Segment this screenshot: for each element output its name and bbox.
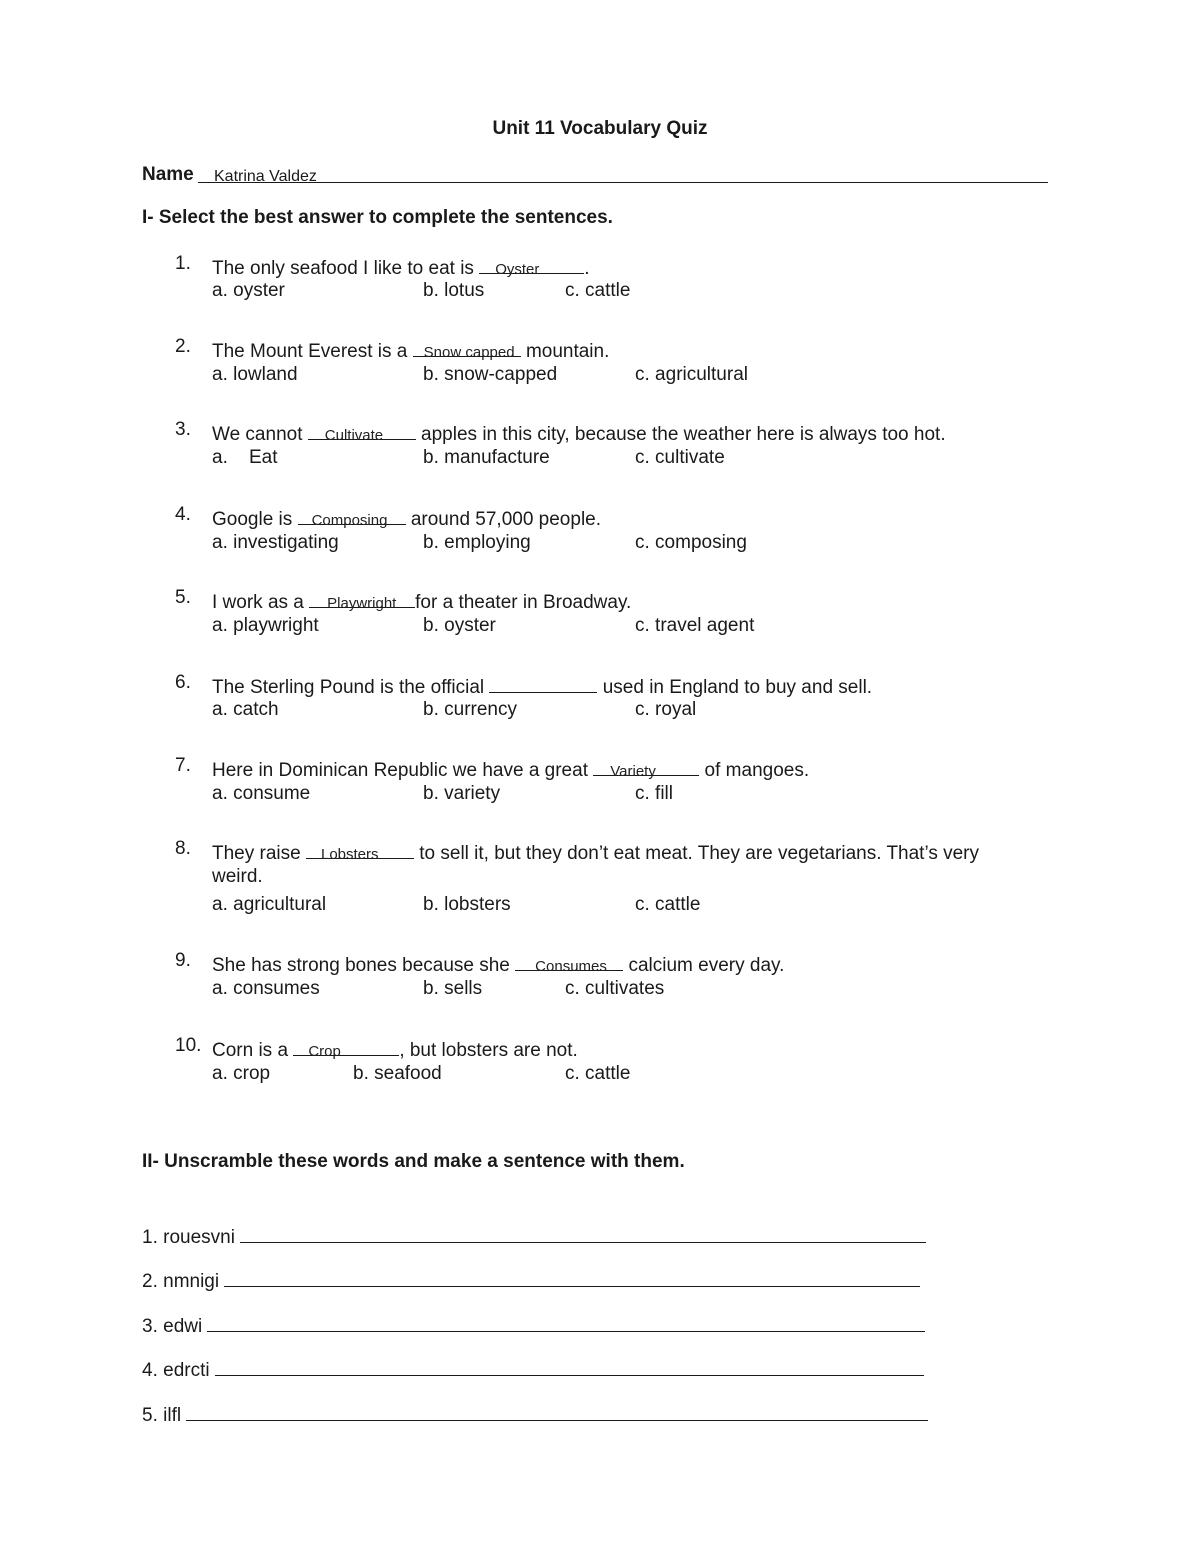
unscramble-answer-line[interactable]	[215, 1356, 924, 1376]
unscramble-item-5	[142, 1401, 928, 1425]
answer-blank[interactable]	[593, 756, 699, 780]
q10-option-a: a. crop	[212, 1063, 271, 1084]
q5-option-a: a. playwright	[212, 615, 319, 636]
answer-text: Lobsters	[320, 846, 379, 863]
question-after: calcium every day.	[628, 955, 785, 976]
answer-blank[interactable]	[308, 420, 416, 444]
unscramble-item-3	[142, 1312, 925, 1336]
q1-option-c: c. cattle	[565, 280, 631, 301]
q7-option-b: b. variety	[423, 783, 501, 804]
q5-option-c: c. travel agent	[635, 615, 755, 636]
question-before: We cannot	[212, 424, 303, 445]
question-after: .	[584, 258, 590, 279]
q1-option-a: a. oyster	[212, 280, 285, 301]
unscramble-answer-line[interactable]	[224, 1267, 920, 1287]
question-8-text	[212, 839, 979, 863]
q3-option-c: c. cultivate	[635, 447, 725, 468]
q6-option-a: a. catch	[212, 699, 279, 720]
question-10-number: 10.	[175, 1035, 202, 1056]
unscramble-answer-line[interactable]	[207, 1312, 925, 1332]
answer-text: Snow capped	[423, 344, 515, 361]
question-9-text	[212, 951, 784, 975]
q4-option-b: b. employing	[423, 532, 531, 553]
unscramble-label: 3. edwi	[142, 1316, 203, 1337]
question-7-text	[212, 756, 809, 780]
question-after: apples in this city, because the weather here is always too hot.	[421, 424, 946, 445]
q10-option-c: c. cattle	[565, 1063, 631, 1084]
q5-option-b: b. oyster	[423, 615, 496, 636]
question-after: mountain.	[525, 341, 610, 362]
q3-option-a: a. Eat	[212, 447, 278, 468]
question-4-text	[212, 505, 601, 529]
q8-option-b: b. lobsters	[423, 894, 511, 915]
answer-blank[interactable]	[413, 337, 521, 361]
answer-text: Oyster	[495, 261, 540, 278]
unscramble-item-2	[142, 1267, 920, 1291]
q4-option-c: c. composing	[635, 532, 747, 553]
unscramble-answer-line[interactable]	[186, 1401, 928, 1421]
question-before: The only seafood I like to eat is	[212, 258, 474, 279]
q2-option-b: b. snow-capped	[423, 364, 558, 385]
unscramble-item-4	[142, 1356, 924, 1380]
answer-blank[interactable]	[298, 505, 406, 529]
question-6-text	[212, 673, 872, 697]
question-before: The Sterling Pound is the official	[212, 677, 485, 698]
question-before: Here in Dominican Republic we have a great	[212, 760, 588, 781]
unscramble-label: 1. rouesvni	[142, 1227, 235, 1248]
name-label: Name	[142, 164, 194, 185]
q4-option-a: a. investigating	[212, 532, 339, 553]
question-after: for a theater in Broadway.	[415, 592, 632, 613]
question-after: used in England to buy and sell.	[602, 677, 873, 698]
question-3-text	[212, 420, 946, 444]
question-4-number: 4.	[175, 504, 191, 525]
answer-blank[interactable]	[489, 673, 597, 693]
question-5-text	[212, 588, 631, 612]
question-1-text	[212, 254, 590, 278]
question-3-number: 3.	[175, 419, 191, 440]
question-9-number: 9.	[175, 950, 191, 971]
question-before: Google is	[212, 509, 293, 530]
answer-text: Composing	[311, 512, 388, 529]
q9-option-c: c. cultivates	[565, 978, 665, 999]
answer-blank[interactable]	[306, 839, 414, 863]
page-title: Unit 11 Vocabulary Quiz	[492, 118, 708, 139]
q2-option-c: c. agricultural	[635, 364, 748, 385]
q6-option-b: b. currency	[423, 699, 517, 720]
question-1	[175, 254, 191, 273]
question-8-number: 8.	[175, 838, 191, 859]
unscramble-label: 5. ilfl	[142, 1405, 182, 1426]
unscramble-item-1	[142, 1223, 926, 1247]
q1-option-b: b. lotus	[423, 280, 485, 301]
q10-option-b: b. seafood	[353, 1063, 442, 1084]
q8-option-c: c. cattle	[635, 894, 701, 915]
unscramble-answer-line[interactable]	[240, 1223, 926, 1243]
question-before: They raise	[212, 843, 301, 864]
question-before: She has strong bones because she	[212, 955, 510, 976]
q7-option-c: c. fill	[635, 783, 673, 804]
question-8-text-cont: weird.	[212, 866, 263, 887]
q8-option-a: a. agricultural	[212, 894, 327, 915]
answer-blank[interactable]	[293, 1036, 399, 1060]
question-7-number: 7.	[175, 755, 191, 776]
answer-text: Consumes	[535, 958, 607, 975]
answer-text: Cultivate	[324, 427, 384, 444]
question-after: to sell it, but they don’t eat meat. They are vegetarians. That’s very	[419, 843, 980, 864]
question-before: Corn is a	[212, 1040, 289, 1061]
answer-text: Playwright	[327, 595, 397, 612]
section-1-title: I- Select the best answer to complete the sentences.	[142, 207, 613, 228]
question-before: I work as a	[212, 592, 304, 613]
q2-option-a: a. lowland	[212, 364, 298, 385]
q9-option-b: b. sells	[423, 978, 483, 999]
name-value: Katrina Valdez	[214, 168, 317, 185]
question-6-number: 6.	[175, 672, 191, 693]
answer-text: Crop	[308, 1043, 341, 1060]
answer-blank[interactable]	[309, 588, 415, 612]
question-before: The Mount Everest is a	[212, 341, 408, 362]
answer-blank[interactable]	[479, 254, 584, 278]
question-5-number: 5.	[175, 587, 191, 608]
q3-option-b: b. manufacture	[423, 447, 550, 468]
unscramble-label: 4. edrcti	[142, 1360, 210, 1381]
question-2-number: 2.	[175, 336, 191, 357]
question-10-text	[212, 1036, 578, 1060]
q6-option-c: c. royal	[635, 699, 697, 720]
unscramble-label: 2. nmnigi	[142, 1271, 220, 1292]
q7-option-a: a. consume	[212, 783, 311, 804]
q9-option-a: a. consumes	[212, 978, 320, 999]
section-2-title: II- Unscramble these words and make a sentence with them.	[142, 1151, 685, 1172]
question-after: around 57,000 people.	[410, 509, 602, 530]
answer-text: Variety	[610, 763, 656, 780]
question-after: , but lobsters are not.	[399, 1040, 578, 1061]
question-after: of mangoes.	[704, 760, 810, 781]
question-number: 1.	[175, 253, 191, 274]
answer-blank[interactable]	[515, 951, 623, 975]
question-2-text	[212, 337, 609, 361]
name-field[interactable]	[198, 163, 1048, 183]
